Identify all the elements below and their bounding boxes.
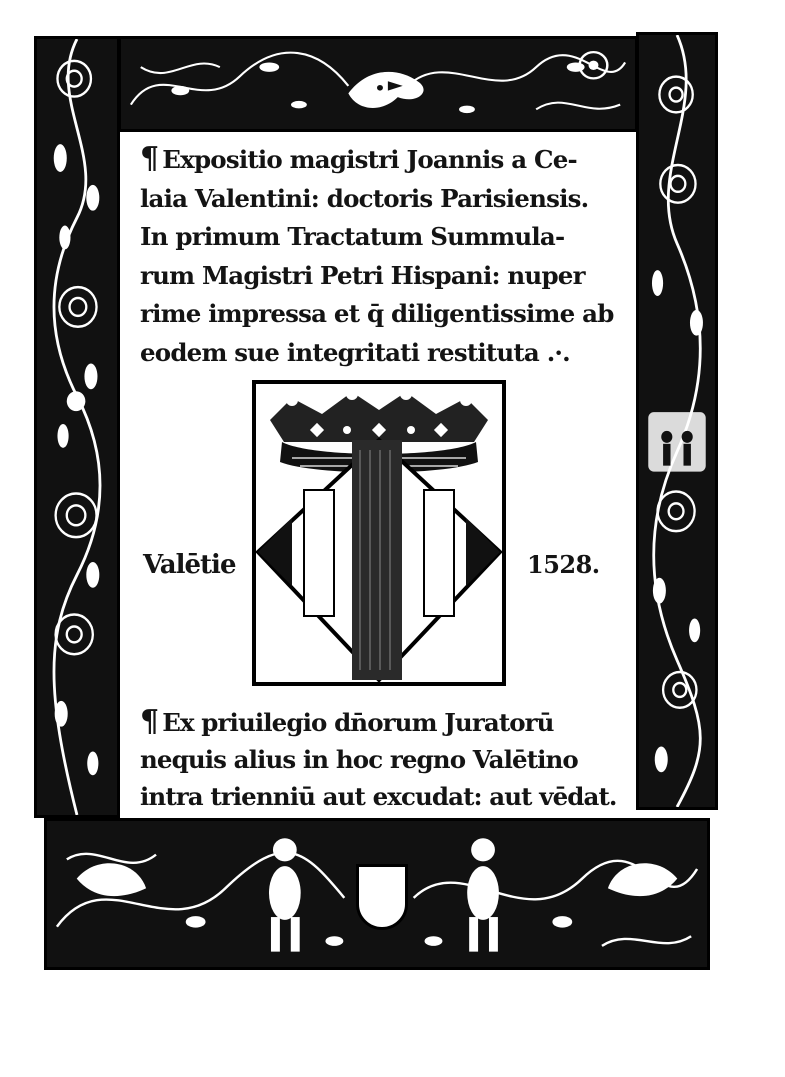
border-right-woodcut [636,32,718,810]
privilege-line-text: Ex priuilegio dn̄orum Juratorū [162,708,554,737]
pilcrow-icon: ¶ [140,704,159,739]
blank-shield-cartouche [356,864,408,930]
title-line-4: rum Magistri Petri Hispani: nuper [140,260,585,290]
border-left-woodcut [34,36,120,818]
title-line-text: Expositio magistri Joannis a Ce- [162,145,577,174]
coat-of-arms-icon [252,380,506,686]
privilege-line-3: intra trienniū aut excudat: aut vēdat. [140,782,617,811]
flower-vine-ornament-icon [639,35,715,807]
border-top-woodcut [118,36,638,132]
foliage-dragon-ornament-icon [121,39,635,129]
imprint-year: 1528. [527,550,600,579]
title-line-2: laia Valentini: doctoris Parisiensis. [140,183,589,213]
pilcrow-icon: ¶ [140,141,159,176]
privilege-block [140,703,630,815]
privilege-line-2: nequis alius in hoc regno Valētino [140,745,578,774]
title-line-5: rime impressa et q̄ diligentissime ab [140,299,614,328]
imprint-place: Valētie [143,550,236,580]
title-line-1 [140,140,620,180]
title-line-6: eodem sue integritati restituta .·. [140,337,570,367]
vine-rosette-ornament-icon [37,39,117,815]
privilege-line-1 [140,703,630,741]
title-block [140,140,620,372]
title-line-3: In primum Tractatum Summula- [140,222,565,251]
